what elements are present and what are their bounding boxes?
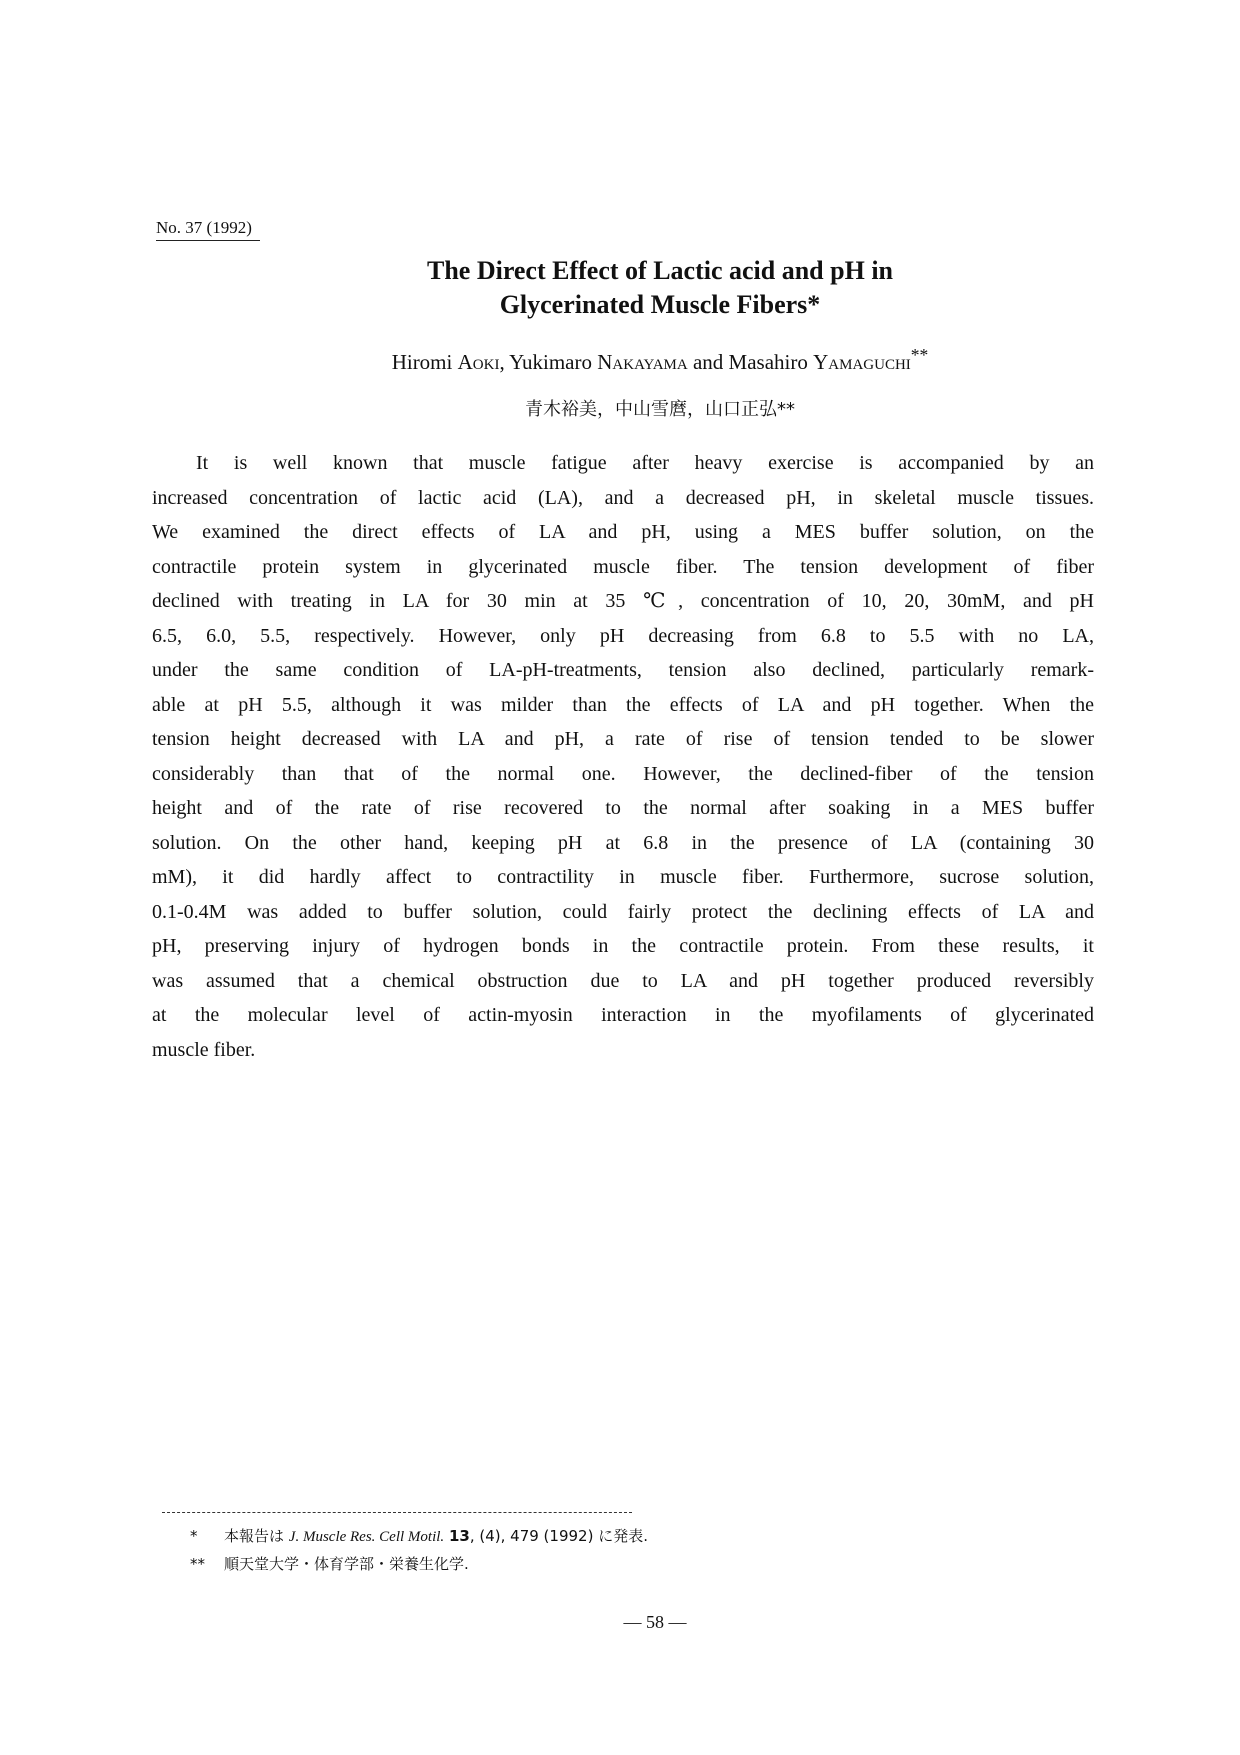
paper-title <box>0 254 1240 322</box>
author-list: Hiromi Aoki, Yukimaro Nakayama and Masahiro Yamaguchi** <box>391 345 929 374</box>
abstract-line: 0.1-0.4M was added to buffer solution, could fairly protect the declining effects of LA and <box>152 900 1094 923</box>
abstract-line: 6.5, 6.0, 5.5, respectively. However, only pH decreasing from 6.8 to 5.5 with no LA, <box>152 624 1094 647</box>
abstract-line: considerably than that of the normal one. However, the declined-fiber of the tension <box>152 762 1094 785</box>
footnote-text: , (4), 479 (1992) に発表. <box>469 1527 648 1545</box>
abstract-line: pH, preserving injury of hydrogen bonds in the contractile protein. From these results, it <box>152 935 1094 957</box>
abstract-line: was assumed that a chemical obstruction due to LA and pH together produced reversibly <box>152 969 1094 992</box>
issue-header: No. 37 (1992) <box>156 218 260 241</box>
abstract-line: muscle fiber. <box>152 1038 256 1061</box>
footnote-1 <box>190 1525 648 1546</box>
title-line-1: The Direct Effect of Lactic acid and pH in <box>426 256 894 285</box>
abstract-line: increased concentration of lactic acid (LA), and a decreased pH, in skeletal muscle tissues. <box>152 486 1094 509</box>
footnote-text: 本報告は <box>224 1527 285 1545</box>
author-family: Yamaguchi <box>813 350 911 374</box>
author-list-japanese: 青木裕美，中山雪麿，山口正弘** <box>525 399 795 420</box>
abstract-line: at the molecular level of actin-myosin interaction in the myofilaments of glycerinated <box>152 1004 1094 1026</box>
footnote-2 <box>190 1553 469 1574</box>
footnote-mark: ** <box>190 1555 205 1573</box>
abstract-line: tension height decreased with LA and pH, a rate of rise of tension tended to be slower <box>152 728 1094 750</box>
author-mark: ** <box>910 345 929 365</box>
author-given: Yukimaro <box>509 350 592 374</box>
abstract-line: under the same condition of LA-pH-treatments, tension also declined, particularly remark- <box>152 659 1094 681</box>
author-family: Aoki <box>457 350 500 374</box>
journal-name: J. Muscle Res. Cell Motil. <box>288 1529 445 1545</box>
page-number: — 58 — <box>623 1612 687 1632</box>
abstract-line: height and of the rate of rise recovered to the normal after soaking in a MES buffer <box>152 797 1094 819</box>
journal-volume: 13 <box>448 1527 470 1545</box>
author-and: and <box>692 350 724 374</box>
abstract <box>152 446 1094 1067</box>
author-given: Hiromi <box>391 350 453 374</box>
abstract-line: It is well known that muscle fatigue after heavy exercise is accompanied by an <box>196 452 1094 474</box>
footnote-mark: * <box>190 1527 198 1545</box>
abstract-line: contractile protein system in glycerinated muscle fiber. The tension development of fiber <box>152 555 1094 578</box>
abstract-line: able at pH 5.5, although it was milder than the effects of LA and pH together. When the <box>152 693 1094 716</box>
author-family: Nakayama <box>597 350 688 374</box>
footnote-rule <box>162 1512 632 1513</box>
footnote-text: 順天堂大学・体育学部・栄養生化学. <box>224 1555 469 1573</box>
abstract-line: mM), it did hardly affect to contractility in muscle fiber. Furthermore, sucrose solution, <box>152 866 1094 888</box>
title-line-2: Glycerinated Muscle Fibers* <box>499 290 821 319</box>
abstract-line: We examined the direct effects of LA and pH, using a MES buffer solution, on the <box>152 521 1094 543</box>
author-given: Masahiro <box>728 350 808 374</box>
abstract-line: declined with treating in LA for 30 min at 35 ℃, concentration of 10, 20, 30mM, and pH <box>152 590 1094 612</box>
abstract-line: solution. On the other hand, keeping pH at 6.8 in the presence of LA (containing 30 <box>152 831 1094 854</box>
